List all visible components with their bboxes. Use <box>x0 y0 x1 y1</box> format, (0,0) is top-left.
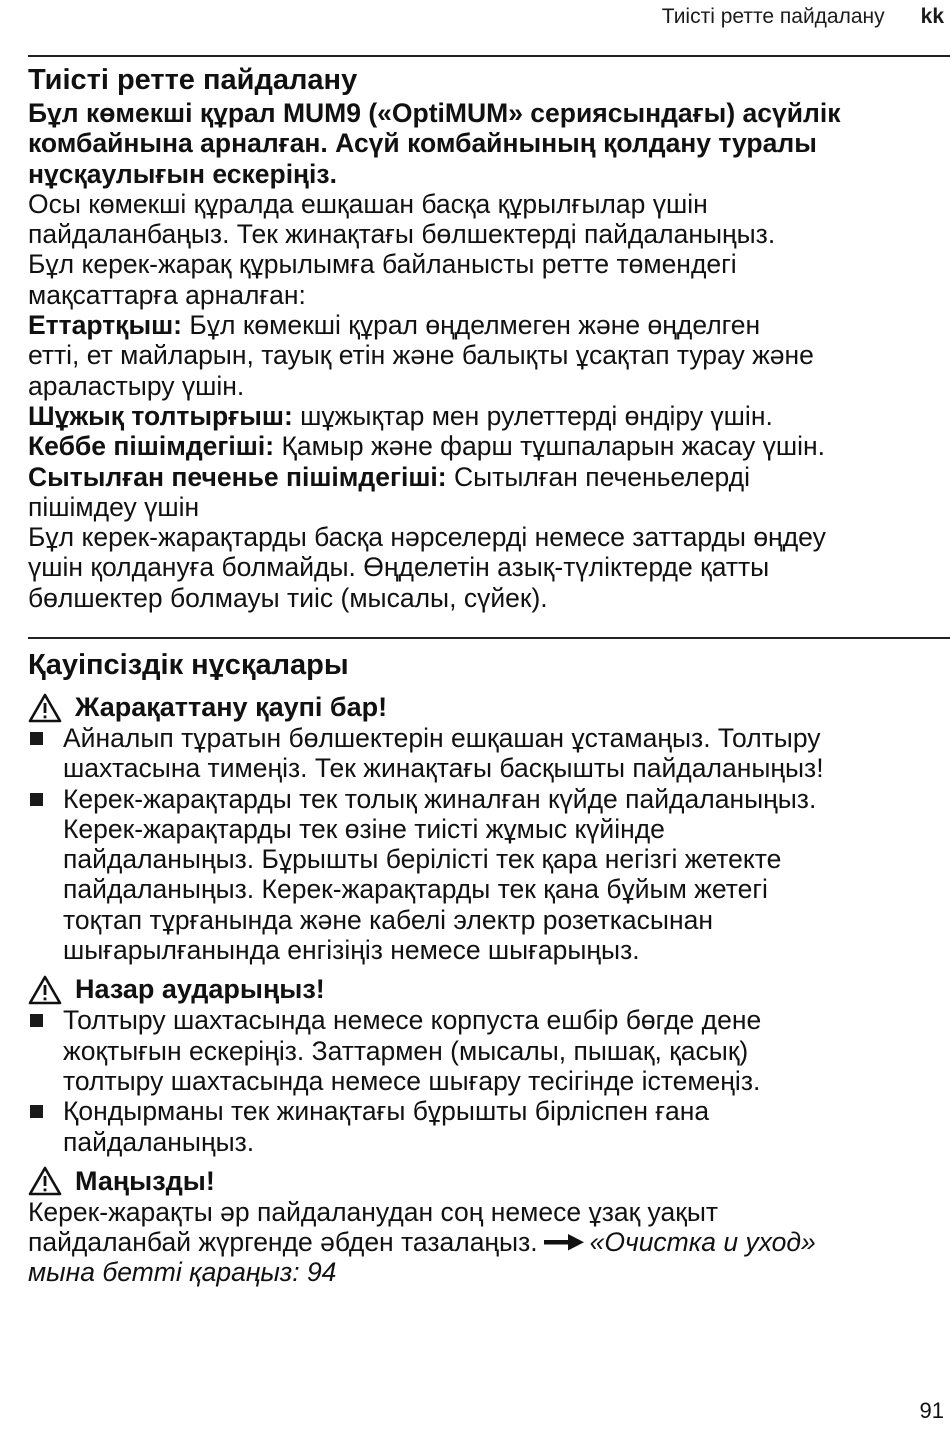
list-item-continuation: пайдаланыңыз. <box>63 1126 255 1157</box>
kebbe-text: Қамыр және фарш тұшпаларын жасау үшін. <box>281 431 825 462</box>
body-line: пайдаланбаңыз. Тек жинақтағы бөлшектерді пайдаланыңыз. <box>28 219 776 250</box>
body-line: үшін қолдануға болмайды. Өңделетін азық-түліктерде қатты <box>28 552 770 583</box>
kebbe-label: Кеббе пішімдегіші: <box>28 431 275 462</box>
warning-important-heading <box>28 1166 950 1197</box>
warning-attention-title: Назар аударыңыз! <box>75 974 325 1005</box>
warning-important-title: Маңызды! <box>75 1165 215 1196</box>
warning-attention-heading <box>28 974 950 1005</box>
sausage-text: шұжықтар мен рулеттерді өндіру үшін. <box>300 400 773 431</box>
section-title-intended-use: Тиісті ретте пайдалану <box>28 64 358 96</box>
list-item-continuation: Керек-жарақтарды тек өзіне тиісті жұмыс күйінде <box>63 813 665 844</box>
warning-triangle-icon <box>28 1166 62 1196</box>
running-header <box>662 4 944 30</box>
list-item-continuation: пайдаланыңыз. Керек-жарақтарды тек қана бұйым жетегі <box>63 874 768 905</box>
list-item: Қондырманы тек жинақтағы бұрышты бірліспен ғана <box>28 1096 950 1126</box>
body-line: Керек-жарақты әр пайдаланудан соң немесе ұзақ уақыт <box>28 1196 719 1227</box>
kebbe-paragraph <box>28 431 950 461</box>
bullet-square-icon <box>30 1105 43 1118</box>
list-item-continuation: тоқтап тұрғанында және кабелі электр розеткасынан <box>63 904 713 935</box>
bullet-square-icon <box>30 1014 43 1027</box>
body-line: Бұл керек-жарақтарды басқа нәрселерді немесе заттарды өңдеу <box>28 522 826 553</box>
top-divider <box>28 55 950 57</box>
section-divider <box>28 637 950 639</box>
list-item: Керек-жарақтарды тек толық жиналған күйде пайдаланыңыз. <box>28 784 950 814</box>
sausage-label: Шұжық толтырғыш: <box>28 400 293 431</box>
warning-triangle-icon <box>28 693 62 723</box>
section-intended-use <box>28 62 950 613</box>
body-line: араластыру үшін. <box>28 370 245 401</box>
list-item-continuation: пайдаланыңыз. Бұрышты берілісті тек қара негізгі жетекте <box>63 844 782 875</box>
body-line: мақсаттарға арналған: <box>28 279 306 310</box>
sausage-paragraph <box>28 401 950 431</box>
warning-injury-title: Жарақаттану қаупі бар! <box>75 692 388 722</box>
cookie-paragraph <box>28 462 950 492</box>
arrow-right-icon <box>542 1232 586 1252</box>
body-line: бөлшектер болмауы тиіс (мысалы, сүйек). <box>28 582 548 613</box>
warning-injury-list <box>28 723 950 965</box>
bullet-square-icon <box>30 732 43 745</box>
intro-bold-line: Бұл көмекші құрал MUM9 («OptiMUM» сериясындағы) асүйлік <box>28 98 841 128</box>
intro-bold-line: комбайнына арналған. Асүй комбайнының қолдану туралы <box>28 128 817 159</box>
cookie-label: Сытылған печенье пішімдегіші: <box>28 461 447 492</box>
list-item-continuation: толтыру шахтасында немесе шығару тесігінде істемеңіз. <box>63 1065 761 1096</box>
warning-attention-list <box>28 1005 950 1156</box>
mincer-label: Еттартқыш: <box>28 310 182 341</box>
cleaning-reference-line: пайдаланбай жүргенде әбден тазалаңыз. «Очистка и уход» <box>28 1227 816 1258</box>
mincer-paragraph <box>28 310 950 340</box>
cleaning-section-reference: «Очистка и уход» <box>589 1227 816 1258</box>
section-safety <box>28 647 950 1288</box>
body-line: Бұл керек-жарақ құрылымға байланысты ретте төмендегі <box>28 249 737 280</box>
body-line: Осы көмекші құралда ешқашан басқа құрылғылар үшін <box>28 188 708 219</box>
list-item-continuation: шығарылғанында енгізіңіз немесе шығарыңыз. <box>63 935 640 966</box>
list-item: Айналып тұратын бөлшектерін ешқашан ұстамаңыз. Толтыру <box>28 723 950 753</box>
page-number: 91 <box>919 1398 944 1423</box>
warning-injury-heading <box>28 692 950 723</box>
language-code: kk <box>920 5 944 28</box>
section-title-safety: Қауіпсіздік нұсқалары <box>28 649 349 681</box>
warning-triangle-icon <box>28 975 62 1005</box>
cookie-text: Сытылған печеньелерді <box>454 461 750 492</box>
intro-bold-line: нұсқаулығын ескеріңіз. <box>28 158 337 189</box>
mincer-text: Бұл көмекші құрал өңделмеген және өңделген <box>189 310 761 341</box>
reference-page-line: мына бетті қараңыз: 94 <box>28 1257 337 1288</box>
list-item-continuation: шахтасына тимеңіз. Тек жинақтағы басқышты пайдаланыңыз! <box>63 753 824 784</box>
body-line: етті, ет майларын, тауық етін және балықты ұсақтап турау және <box>28 340 814 371</box>
running-title: Тиісті ретте пайдалану <box>661 5 885 28</box>
body-line: пішімдеу үшін <box>28 491 200 522</box>
bullet-square-icon <box>30 793 43 806</box>
list-item: Толтыру шахтасында немесе корпуста ешбір бөгде дене <box>28 1005 950 1035</box>
list-item-continuation: жоқтығын ескеріңіз. Заттармен (мысалы, пышақ, қасық) <box>63 1035 749 1066</box>
